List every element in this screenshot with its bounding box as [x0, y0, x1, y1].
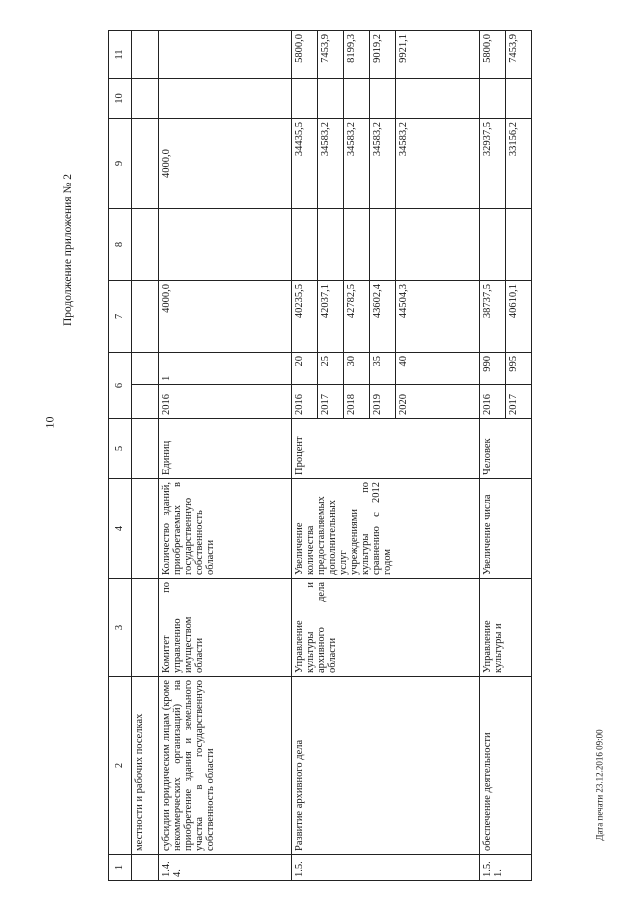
row-year: 2019 — [370, 385, 396, 419]
header-col-1: 1 — [109, 855, 132, 881]
cont-c3 — [132, 579, 159, 677]
header-col-10: 10 — [109, 79, 132, 119]
row-year: 2020 — [396, 385, 480, 419]
row-indicator: Увеличение количества предоставляемых дополнительных услуг учреждениями культуры по сравнению с 2012 годом — [292, 479, 480, 579]
row-col10 — [396, 79, 480, 119]
row-col11 — [159, 31, 292, 79]
header-col-4: 4 — [109, 479, 132, 579]
row-col10 — [159, 79, 292, 119]
cont-c5 — [132, 419, 159, 479]
row-col7: 42037,1 — [318, 281, 344, 353]
row-indicator: Увеличение числа — [480, 479, 532, 579]
cont-c9 — [132, 119, 159, 209]
row-col7: 44504,3 — [396, 281, 480, 353]
row-col8 — [370, 209, 396, 281]
row-executor: Управление культуры и — [480, 579, 532, 677]
row-number: 1.4.4. — [159, 855, 292, 881]
cont-c8 — [132, 209, 159, 281]
row-year: 2016 — [480, 385, 506, 419]
row-col8 — [396, 209, 480, 281]
page-number — [40, 407, 60, 437]
table-row — [480, 31, 506, 881]
row-year: 2016 — [159, 385, 292, 419]
document-table-wrapper — [108, 31, 598, 881]
row-name: обеспечение деятельности — [480, 677, 532, 855]
row-col11: 7453,9 — [506, 31, 532, 79]
row-col9: 34583,2 — [344, 119, 370, 209]
cont-c10 — [132, 79, 159, 119]
row-col9: 34435,5 — [292, 119, 318, 209]
row-value: 990 — [480, 353, 506, 385]
header-row — [109, 31, 132, 881]
row-col10 — [292, 79, 318, 119]
cont-c4 — [132, 479, 159, 579]
header-col-8: 8 — [109, 209, 132, 281]
continuation-row — [132, 31, 159, 881]
table-row — [159, 31, 292, 881]
row-indicator: Количество зданий, приобретаемых в государственную собственность области — [159, 479, 292, 579]
row-col10 — [506, 79, 532, 119]
row-col8 — [506, 209, 532, 281]
row-col9: 4000,0 — [159, 119, 292, 209]
row-col11: 9921,1 — [396, 31, 480, 79]
row-col11: 9019,2 — [370, 31, 396, 79]
row-col11: 5800,0 — [480, 31, 506, 79]
row-number: 1.5.1. — [480, 855, 532, 881]
cont-c11 — [132, 31, 159, 79]
row-col7: 40235,5 — [292, 281, 318, 353]
row-col11: 7453,9 — [318, 31, 344, 79]
print-date-text: Дата печати 23.12.2016 09:00 — [595, 729, 606, 841]
row-value: 35 — [370, 353, 396, 385]
header-col-9: 9 — [109, 119, 132, 209]
row-col9: 32937,5 — [480, 119, 506, 209]
page-title-text: Продолжение приложения № 2 — [62, 173, 75, 327]
row-unit: Единиц — [159, 419, 292, 479]
row-col11: 8199,3 — [344, 31, 370, 79]
row-name: субсидии юридическим лицам (кроме некоммерческих организаций) на приобретение здания и земельного участка в государственную собственность области — [159, 677, 292, 855]
program-table — [108, 30, 532, 881]
row-value: 40 — [396, 353, 480, 385]
row-col10 — [318, 79, 344, 119]
row-unit: Человек — [480, 419, 532, 479]
header-col-3: 3 — [109, 579, 132, 677]
row-number: 1.5. — [292, 855, 480, 881]
row-value: 1 — [159, 353, 292, 385]
row-value: 25 — [318, 353, 344, 385]
header-col-7: 7 — [109, 281, 132, 353]
row-year: 2016 — [292, 385, 318, 419]
row-col9: 34583,2 — [370, 119, 396, 209]
row-col7: 40610,1 — [506, 281, 532, 353]
cont-c2: местности и рабочих поселках — [132, 677, 159, 855]
cont-c7 — [132, 281, 159, 353]
row-col7: 4000,0 — [159, 281, 292, 353]
cont-c6a — [132, 385, 159, 419]
cont-c1 — [132, 855, 159, 881]
row-year: 2017 — [318, 385, 344, 419]
row-value: 30 — [344, 353, 370, 385]
header-col-2: 2 — [109, 677, 132, 855]
row-col8 — [159, 209, 292, 281]
header-col-6: 6 — [109, 353, 132, 419]
row-col11: 5800,0 — [292, 31, 318, 79]
row-value: 20 — [292, 353, 318, 385]
row-col9: 34583,2 — [318, 119, 344, 209]
row-col10 — [480, 79, 506, 119]
row-executor: Управление культуры и архивного дела области — [292, 579, 480, 677]
row-executor: Комитет по управлению имуществом области — [159, 579, 292, 677]
row-col10 — [370, 79, 396, 119]
row-name: Развитие архивного дела — [292, 677, 480, 855]
row-col8 — [344, 209, 370, 281]
cont-c6b — [132, 353, 159, 385]
row-col8 — [318, 209, 344, 281]
row-col9: 34583,2 — [396, 119, 480, 209]
row-year: 2017 — [506, 385, 532, 419]
rotated-table-container — [108, 31, 598, 881]
page-number-text: 10 — [42, 416, 57, 428]
row-col8 — [292, 209, 318, 281]
page-title — [56, 150, 80, 350]
row-col9: 33156,2 — [506, 119, 532, 209]
header-col-11: 11 — [109, 31, 132, 79]
row-col10 — [344, 79, 370, 119]
row-col8 — [480, 209, 506, 281]
row-year: 2018 — [344, 385, 370, 419]
row-col7: 42782,5 — [344, 281, 370, 353]
table-row — [292, 31, 318, 881]
row-col7: 43602,4 — [370, 281, 396, 353]
header-col-5: 5 — [109, 419, 132, 479]
row-col7: 38737,5 — [480, 281, 506, 353]
row-value: 995 — [506, 353, 532, 385]
row-unit: Процент — [292, 419, 480, 479]
